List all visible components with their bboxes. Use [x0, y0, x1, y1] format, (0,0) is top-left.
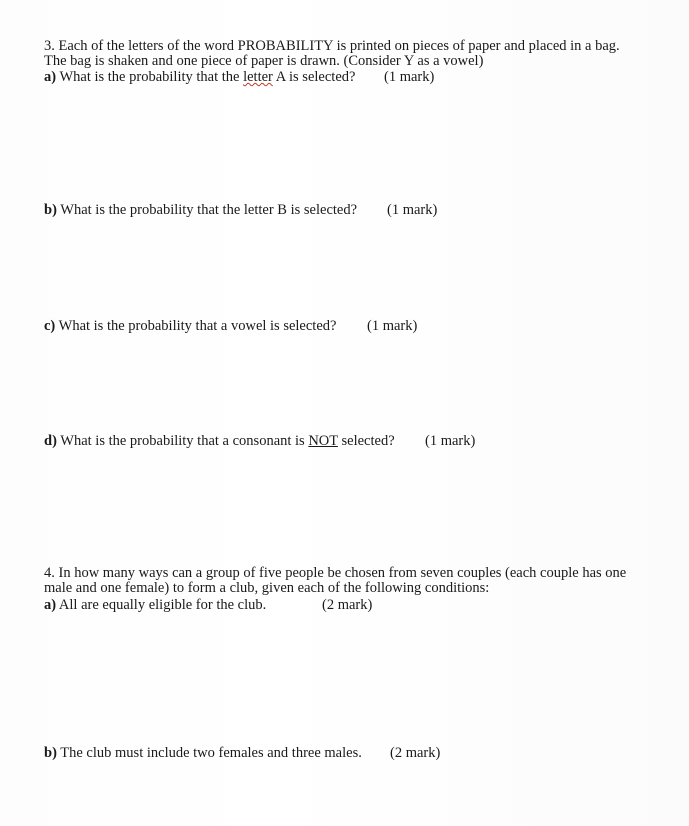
q3a-marks: (1 mark): [384, 69, 435, 85]
q3d-text-before: What is the probability that a consonant is: [56, 433, 309, 449]
q3-stem-line1: 3. Each of the letters of the word PROBABILITY is printed on pieces of paper and placed in a bag.: [44, 38, 620, 54]
q3b-question: [44, 202, 357, 218]
q3c-text: What is the probability that a vowel is selected?: [55, 318, 337, 334]
q4b-text: The club must include two females and three males.: [56, 745, 362, 761]
q3a-question: [44, 69, 355, 85]
q3b-marks: (1 mark): [387, 202, 438, 218]
q4a-marks: (2 mark): [322, 597, 373, 613]
q3-stem-line2: The bag is shaken and one piece of paper is drawn. (Consider Y as a vowel): [44, 53, 484, 69]
q4-stem-line1: 4. In how many ways can a group of five people be chosen from seven couples (each couple has one: [44, 565, 627, 581]
q3c-label: c): [44, 318, 56, 334]
q3a-label: a): [44, 69, 57, 85]
q4a-text: All are equally eligible for the club.: [56, 597, 267, 613]
q4b-question: [44, 745, 362, 761]
q3a-text-underlined: letter: [243, 69, 273, 85]
q4-stem-line2: male and one female) to form a club, given each of the following conditions:: [44, 580, 490, 596]
q3b-label: b): [44, 202, 57, 218]
q3d-text-underlined: NOT: [308, 433, 338, 449]
q3c-marks: (1 mark): [367, 318, 418, 334]
q3b-text: What is the probability that the letter B is selected?: [56, 202, 358, 218]
q3d-question: [44, 433, 395, 449]
q3c-question: [44, 318, 336, 334]
q4a-question: [44, 597, 266, 613]
q3a-text-before: What is the probability that the: [56, 69, 244, 85]
q3d-label: d): [44, 433, 57, 449]
q4b-label: b): [44, 745, 57, 761]
q4a-label: a): [44, 597, 57, 613]
q3d-text-after: selected?: [337, 433, 395, 449]
q3d-marks: (1 mark): [425, 433, 476, 449]
q3a-text-after: A is selected?: [272, 69, 356, 85]
q4b-marks: (2 mark): [390, 745, 441, 761]
